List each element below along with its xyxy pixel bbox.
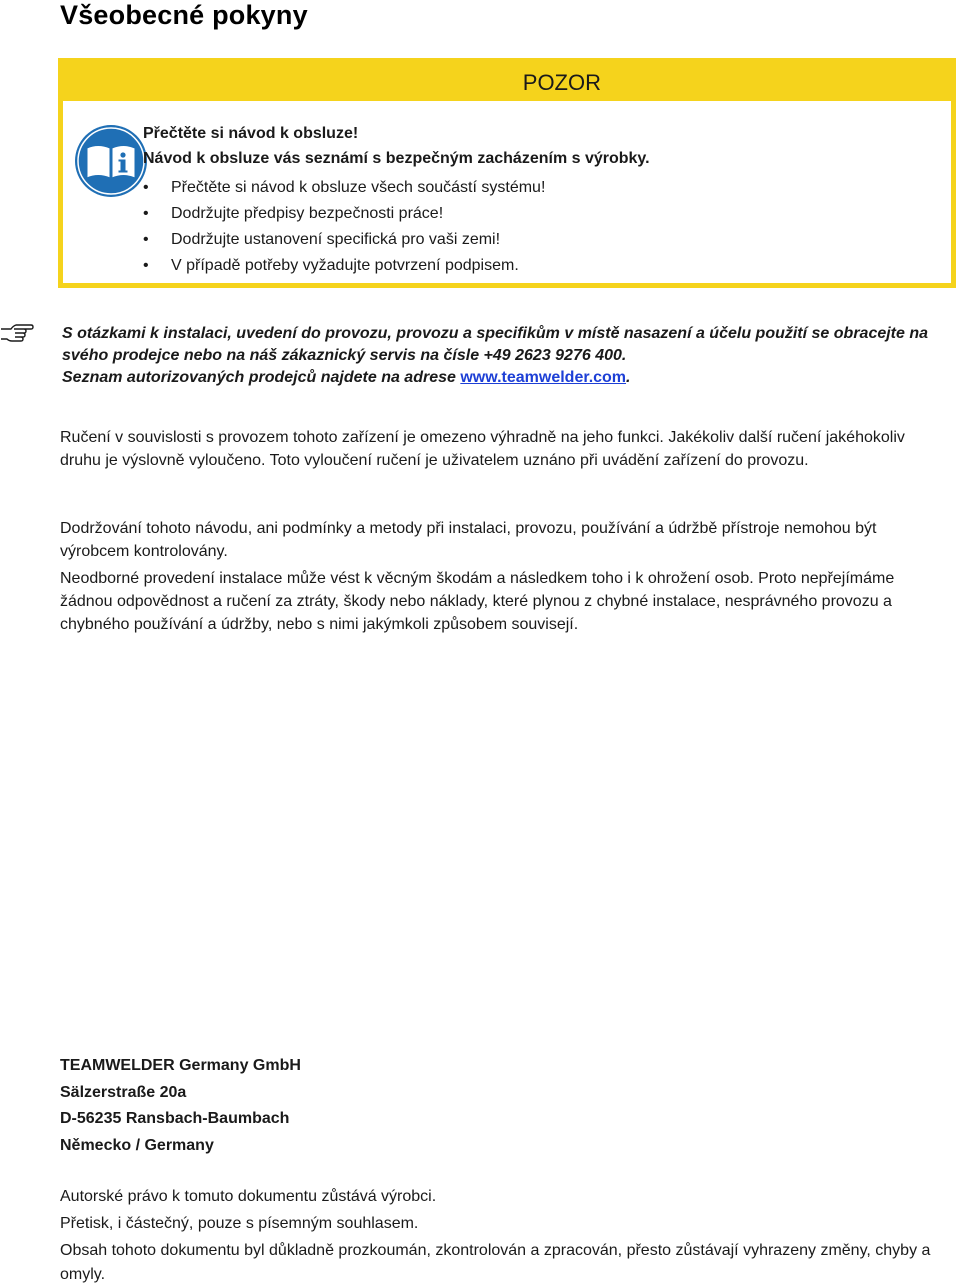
bullet: • [143,231,149,248]
service-notice [62,323,942,389]
list-item: • Přečtěte si návod k obsluze všech součástí systému! [143,175,545,201]
compliance-paragraph: Dodržování tohoto návodu, ani podmínky a metody při instalaci, provozu, používání a údržbě přístroje nemohou být výrobcem kontrolovány. [60,520,877,560]
company-street: Sälzerstraße 20a [60,1084,187,1101]
website-link[interactable]: www.teamwelder.com [460,369,627,386]
bullet: • [143,257,149,274]
reprint-line: Přetisk, i částečný, pouze s písemným souhlasem. [60,1215,419,1232]
manual-info-icon [74,124,148,198]
warning-line-2: Návod k obsluze vás seznámí s bezpečným zacházením s výrobky. [143,150,650,167]
content-disclaimer: Obsah tohoto dokumentu byl důkladně prozkoumán, zkontrolován a zpracován, přesto zůstávají vyhrazeny změny, chyby a omyly. [60,1242,931,1283]
bullet: • [143,205,149,222]
warning-header-label: POZOR [522,70,601,95]
bullet: • [143,179,149,196]
company-country: Německo / Germany [60,1137,214,1154]
list-item: • Dodržujte předpisy bezpečnosti práce! [143,201,545,227]
liability-paragraph: Ručení v souvislosti s provozem tohoto zařízení je omezeno výhradně na jeho funkci. Jakékoliv další ručení jakéhokoliv druhu je výslovně vyloučeno. Toto vyloučení ručení je uživatelem uznáno při uvádění zařízení do provozu. [60,429,905,469]
warning-box [58,58,956,288]
disclaimer-paragraph: Neodborné provedení instalace může vést k věcným škodám a následkem toho i k ohrožení osob. Proto nepřejímáme žádnou odpovědnost a ručení za ztráty, škody nebo náklady, které plynou z chybné instalace, nesprávného provozu a chybného používání a údržby, nebo s nimi jakýmkoli způsobem souvisejí. [60,570,895,633]
list-item: • Dodržujte ustanovení specifická pro vaši zemi! [143,227,545,253]
notice-text: S otázkami k instalaci, uvedení do provozu, provozu a specifikům v místě nasazení a účelu použití se obracejte na svého prodejce nebo na náš zákaznický servis na čísle +49 2623 9276 400. [62,325,929,364]
page-title: Všeobecné pokyny [60,0,308,30]
company-city: D-56235 Ransbach-Baumbach [60,1110,290,1127]
warning-line-1: Přečtěte si návod k obsluze! [143,125,359,142]
pointing-hand-icon [0,320,34,344]
list-item: • V případě potřeby vyžadujte potvrzení podpisem. [143,253,545,279]
warning-header [63,63,951,101]
warning-list [143,175,545,279]
company-name: TEAMWELDER Germany GmbH [60,1057,301,1074]
notice-dealers: Seznam autorizovaných prodejců najdete na adrese www.teamwelder.com. [62,369,631,386]
copyright-line: Autorské právo k tomuto dokumentu zůstává výrobci. [60,1188,437,1205]
